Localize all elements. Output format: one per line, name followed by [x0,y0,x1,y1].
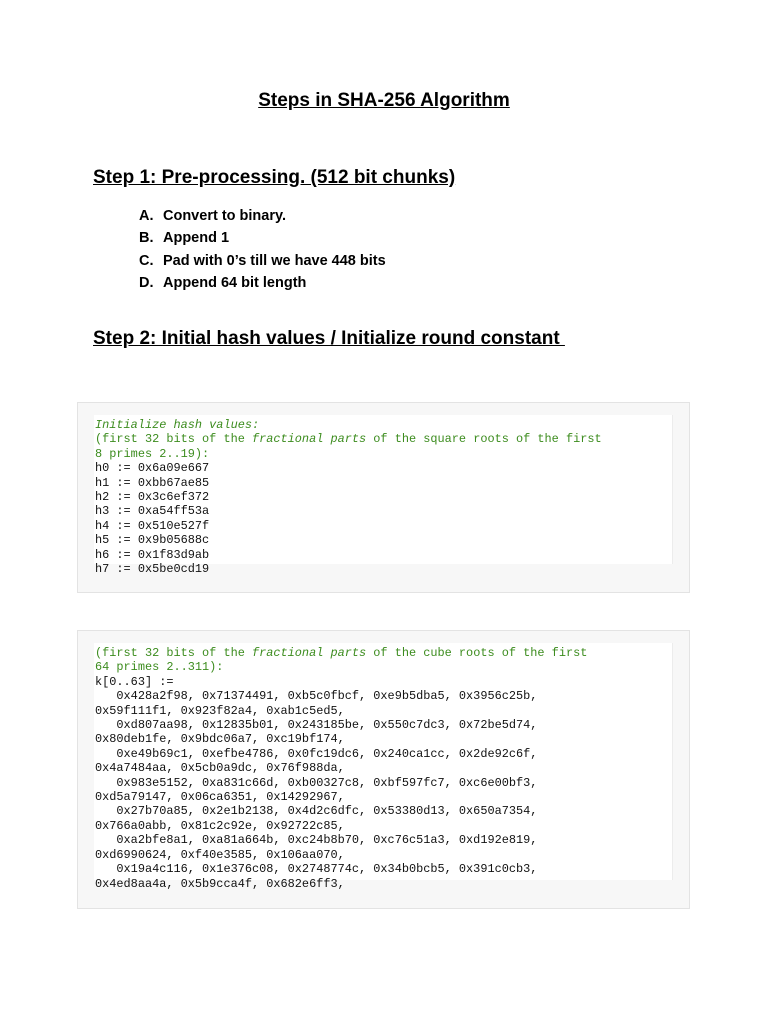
code-line: 0x4a7484aa, 0x5cb0a9dc, 0x76f988da, [95,761,345,776]
list-marker: C. [139,252,154,269]
code-comment: 8 primes 2..19): [95,446,210,461]
code-comment-emphasis: fractional parts [251,432,367,447]
code-line: h0 := 0x6a09e667 [95,461,210,476]
code-line: h6 := 0x1f83d9ab [95,547,210,562]
code-line: 0xd807aa98, 0x12835b01, 0x243185be, 0x550c7dc3, 0x72be5d74, [95,718,538,733]
list-item [139,227,386,249]
step2-heading: Step 2: Initial hash values / Initialize round constant [93,328,565,349]
code-comment: of the square roots of the first [366,432,602,447]
list-item [139,272,386,294]
step1-list [139,205,386,294]
code-line: k[0..63] := [95,674,174,689]
code-line: 0xd6990624, 0xf40e3585, 0x106aa070, [95,847,345,862]
code-line: h1 := 0xbb67ae85 [95,475,210,490]
code-line: 0x428a2f98, 0x71374491, 0xb5c0fbcf, 0xe9b5dba5, 0x3956c25b, [95,689,538,704]
hash-values-code [95,418,602,576]
code-comment: 64 primes 2..311): [95,660,224,675]
list-item-text: Convert to binary. [163,208,286,224]
code-line: h4 := 0x510e527f [95,518,210,533]
code-comment: of the cube roots of the first [366,646,588,660]
round-constants-code [95,646,587,905]
code-line: h7 := 0x5be0cd19 [95,562,210,577]
code-line: 0x80deb1fe, 0x9bdc06a7, 0xc19bf174, [95,732,345,747]
code-line: h5 := 0x9b05688c [95,533,210,548]
list-item-text: Append 64 bit length [163,274,307,291]
list-marker: A. [139,208,154,224]
code-line: 0xd5a79147, 0x06ca6351, 0x14292967, [95,790,345,805]
code-line: 0x4ed8aa4a, 0x5b9cca4f, 0x682e6ff3, [95,876,345,891]
code-line: 0x59f111f1, 0x923f82a4, 0xab1c5ed5, [95,703,345,718]
hash-values-code-block [77,402,690,593]
code-comment: (first 32 bits of the [95,646,252,660]
list-item [139,250,386,272]
code-comment-emphasis: fractional parts [251,646,367,660]
code-line: 0x19a4c116, 0x1e376c08, 0x2748774c, 0x34b0bcb5, 0x391c0cb3, [95,862,538,877]
code-line: 0x27b70a85, 0x2e1b2138, 0x4d2c6dfc, 0x53380d13, 0x650a7354, [95,804,538,819]
code-line: 0xa2bfe8a1, 0xa81a664b, 0xc24b8b70, 0xc76c51a3, 0xd192e819, [95,833,538,848]
code-line: 0xe49b69c1, 0xefbe4786, 0x0fc19dc6, 0x240ca1cc, 0x2de92c6f, [95,746,538,761]
code-comment-title: Initialize hash values: [95,418,260,432]
code-comment: (first 32 bits of the [95,432,252,447]
list-item-text: Pad with 0’s till we have 448 bits [163,252,386,269]
list-item [139,205,386,227]
list-marker: B. [139,230,154,247]
code-line: h2 := 0x3c6ef372 [95,490,210,505]
round-constants-code-block [77,630,690,909]
list-marker: D. [139,274,154,291]
code-line: h3 := 0xa54ff53a [95,504,210,519]
code-line: 0x983e5152, 0xa831c66d, 0xb00327c8, 0xbf597fc7, 0xc6e00bf3, [95,775,538,790]
step1-heading: Step 1: Pre-processing. (512 bit chunks) [93,167,456,188]
page-title: Steps in SHA-256 Algorithm [258,90,510,111]
code-line: 0x766a0abb, 0x81c2c92e, 0x92722c85, [95,818,345,833]
list-item-text: Append 1 [163,230,230,247]
